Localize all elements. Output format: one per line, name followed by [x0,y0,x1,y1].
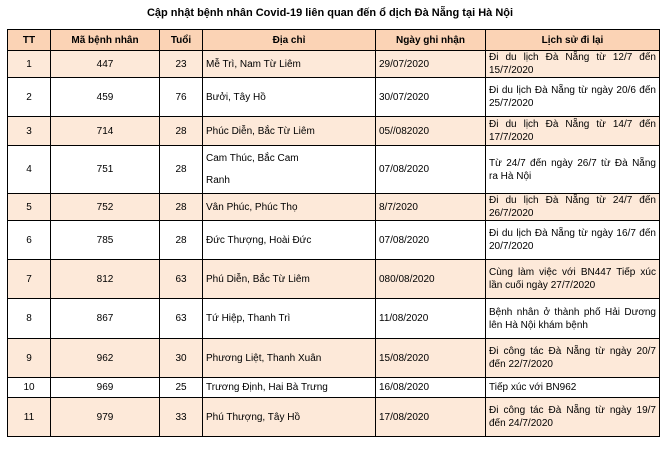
cell-travel-history: Đi du lịch Đà Nẵng từ ngày 16/7 đến 20/7/2020 [486,221,660,260]
cell-travel-history: Cùng làm việc với BN447 Tiếp xúc lần cuối ngày 27/7/2020 [486,260,660,299]
cell-travel-history: Bệnh nhân ở thành phố Hải Dương lên Hà Nội khám bệnh [486,299,660,339]
cell-age: 28 [160,221,203,260]
cell-travel-history: Từ 24/7 đến ngày 26/7 từ Đà Nẵng ra Hà Nội [486,146,660,194]
cell-patient-code: 447 [51,51,160,78]
header-tt: TT [8,30,51,51]
cell-travel-history: Đi du lịch Đà Nẵng từ 14/7 đến 17/7/2020 [486,117,660,146]
table-title: Cập nhật bệnh nhân Covid-19 liên quan đến ổ dịch Đà Nẵng tại Hà Nội [146,7,514,19]
cell-tt: 5 [8,194,51,221]
cell-tt: 6 [8,221,51,260]
table-row [8,117,660,146]
cell-patient-code: 969 [51,378,160,398]
cell-address: Phú Diễn, Bắc Từ Liêm [203,260,376,299]
cell-travel-history: Đi công tác Đà Nẵng từ ngày 19/7 đến 24/7/2020 [486,398,660,437]
cell-age: 76 [160,78,203,117]
cell-tt: 8 [8,299,51,339]
cell-age: 28 [160,194,203,221]
cell-age: 28 [160,117,203,146]
cell-patient-code: 459 [51,78,160,117]
table-row [8,299,660,339]
cell-age: 63 [160,299,203,339]
cell-age: 25 [160,378,203,398]
header-age: Tuổi [160,30,203,51]
cell-date: 07/08/2020 [376,146,486,194]
cell-age: 63 [160,260,203,299]
cell-address: Bưởi, Tây Hồ [203,78,376,117]
cell-date: 07/08/2020 [376,221,486,260]
cell-age: 23 [160,51,203,78]
table-row [8,260,660,299]
cell-address: Vân Phúc, Phúc Thọ [203,194,376,221]
cell-tt: 7 [8,260,51,299]
table-row [8,378,660,398]
cell-travel-history: Đi công tác Đà Nẵng từ ngày 20/7 đến 22/7/2020 [486,339,660,378]
cell-address: Phương Liệt, Thanh Xuân [203,339,376,378]
cell-date: 30/07/2020 [376,78,486,117]
header-row [8,30,660,51]
table-row [8,339,660,378]
table-row [8,194,660,221]
cell-date: 080/08/2020 [376,260,486,299]
cell-date: 29/07/2020 [376,51,486,78]
cell-age: 30 [160,339,203,378]
table-row [8,221,660,260]
header-date: Ngày ghi nhận [376,30,486,51]
patient-table [7,29,660,437]
header-patient-code: Mã bệnh nhân [51,30,160,51]
cell-date: 17/08/2020 [376,398,486,437]
cell-patient-code: 867 [51,299,160,339]
cell-address: Cam Thúc, Bắc Cam Ranh [203,146,376,194]
cell-patient-code: 812 [51,260,160,299]
cell-patient-code: 785 [51,221,160,260]
cell-date: 05//082020 [376,117,486,146]
cell-travel-history: Đi du lịch Đà Nẵng từ ngày 20/6 đến 25/7/2020 [486,78,660,117]
table-row [8,51,660,78]
table-row [8,78,660,117]
table-row [8,146,660,194]
cell-address: Phú Thượng, Tây Hồ [203,398,376,437]
cell-age: 33 [160,398,203,437]
cell-patient-code: 714 [51,117,160,146]
cell-address: Đức Thượng, Hoài Đức [203,221,376,260]
cell-tt: 11 [8,398,51,437]
cell-patient-code: 962 [51,339,160,378]
cell-tt: 4 [8,146,51,194]
cell-address: Phúc Diễn, Bắc Từ Liêm [203,117,376,146]
cell-travel-history: Đi du lịch Đà Nẵng từ 24/7 đến 26/7/2020 [486,194,660,221]
header-travel-history: Lịch sử đi lại [486,30,660,51]
cell-tt: 1 [8,51,51,78]
cell-tt: 9 [8,339,51,378]
cell-tt: 10 [8,378,51,398]
cell-tt: 2 [8,78,51,117]
cell-age: 28 [160,146,203,194]
cell-patient-code: 751 [51,146,160,194]
cell-tt: 3 [8,117,51,146]
header-address: Địa chỉ [203,30,376,51]
cell-address: Mễ Trì, Nam Từ Liêm [203,51,376,78]
cell-travel-history: Đi du lịch Đà Nẵng từ 12/7 đến 15/7/2020 [486,51,660,78]
cell-address: Tứ Hiệp, Thanh Trì [203,299,376,339]
table-row [8,398,660,437]
cell-travel-history: Tiếp xúc với BN962 [486,378,660,398]
cell-date: 15/08/2020 [376,339,486,378]
cell-patient-code: 979 [51,398,160,437]
cell-patient-code: 752 [51,194,160,221]
cell-date: 16/08/2020 [376,378,486,398]
cell-date: 11/08/2020 [376,299,486,339]
cell-address: Trương Định, Hai Bà Trưng [203,378,376,398]
cell-date: 8/7/2020 [376,194,486,221]
